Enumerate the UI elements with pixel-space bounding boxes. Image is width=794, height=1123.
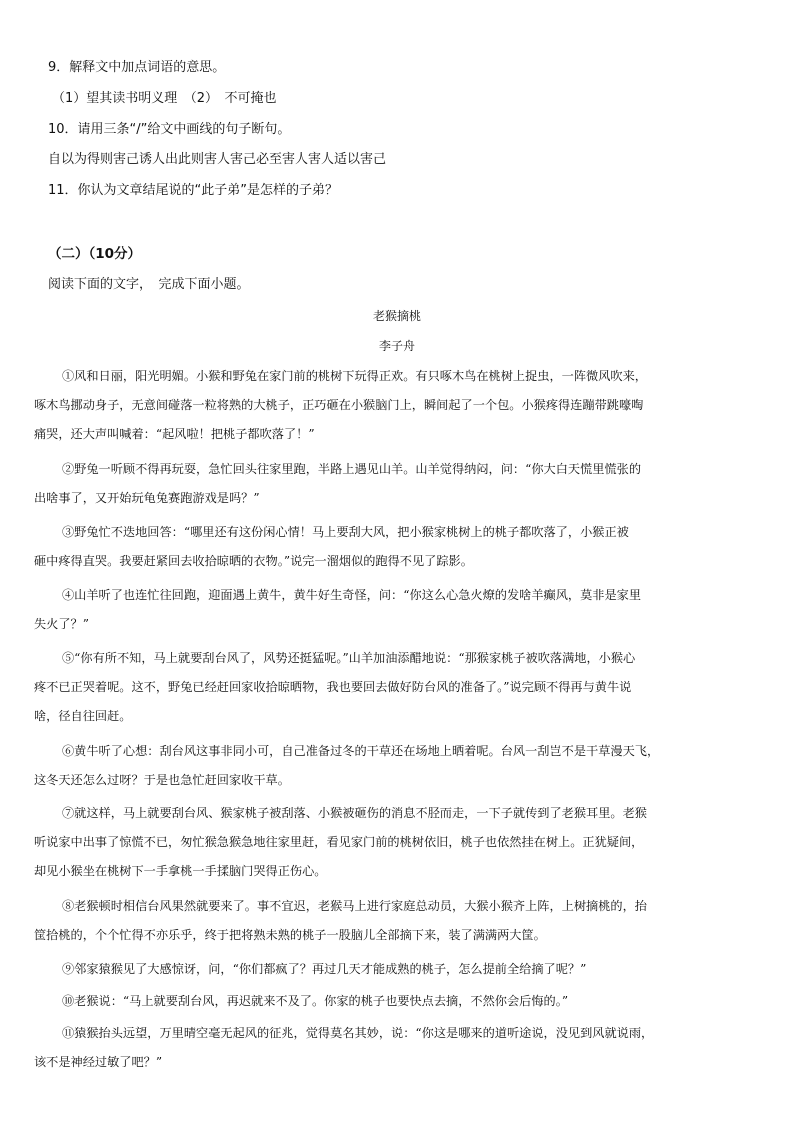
paragraph-line: 该不是神经过敏了吧？” — [34, 1055, 163, 1069]
question-10: 10．请用三条“/”给文中画线的句子断句。 — [48, 122, 291, 137]
question-10-sentence: 自以为得则害己诱人出此则害人害己必至害人害人适以害己 — [48, 152, 387, 167]
section-instruction: 阅读下面的文字， 完成下面小题。 — [48, 277, 250, 292]
paragraph-line: ③野兔忙不迭地回答：“哪里还有这份闲心情！马上要刮大风，把小猴家桃树上的桃子都吹落了，小猴正被 — [62, 525, 629, 539]
paragraph-5 — [34, 644, 750, 731]
paragraph-line: 这冬天还怎么过呀？于是也急忙赶回家收干草。 — [34, 773, 290, 787]
paragraph-6 — [34, 737, 750, 795]
paragraph-line: 啄木鸟挪动身子，无意间碰落一粒将熟的大桃子，正巧砸在小猴脑门上，瞬间起了一个包。小猴疼得连蹦带跳嚎啕 — [34, 398, 644, 412]
paragraph-line: 失火了？” — [34, 617, 89, 631]
paragraph-9 — [48, 955, 750, 984]
paragraph-line: 听说家中出事了惊慌不已，匆忙猴急猴急地往家里赶，看见家门前的桃树依旧，桃子也依然挂在树上。正犹疑间， — [34, 835, 644, 849]
paragraph-line: 疼不已正哭着呢。这不，野兔已经赶回家收拾晾晒物，我也要回去做好防台风的准备了。”说完顾不得再与黄牛说 — [34, 680, 632, 694]
question-11: 11．你认为文章结尾说的“此子弟”是怎样的子弟？ — [48, 183, 339, 198]
question-9-items: （1）望其读书明义理 （2） 不可掩也 — [52, 91, 277, 106]
paragraph-line: 筐拾桃的，个个忙得不亦乐乎，终于把将熟未熟的桃子一股脑儿全部摘下来，装了满满两大筐。 — [34, 928, 546, 942]
question-9: 9．解释文中加点词语的意思。 — [48, 60, 226, 75]
paragraph-4 — [34, 581, 750, 639]
paragraph-line: ⑧老猴顿时相信台风果然就要来了。事不宜迟，老猴马上进行家庭总动员，大猴小猴齐上阵，上树摘桃的，抬 — [62, 899, 647, 913]
section-heading: （二）（10分） — [48, 246, 142, 262]
paragraph-line: ⑦就这样，马上就要刮台风、猴家桃子被刮落、小猴被砸伤的消息不胫而走，一下子就传到了老猴耳里。老猴 — [62, 806, 647, 820]
paragraph-line: ①风和日丽，阳光明媚。小猴和野兔在家门前的桃树下玩得正欢。有只啄木鸟在桃树上捉虫，一阵微风吹来， — [62, 369, 647, 383]
article-author: 李子舟 — [378, 339, 415, 353]
paragraph-1 — [34, 362, 750, 449]
paragraph-11 — [34, 1019, 750, 1077]
paragraph-line: ⑩老猴说：“马上就要刮台风，再迟就来不及了。你家的桃子也要快点去摘，不然你会后悔的。” — [62, 994, 569, 1008]
paragraph-10 — [48, 987, 750, 1016]
paragraph-line: 痛哭，还大声叫喊着：“起风啦！把桃子都吹落了！” — [34, 427, 315, 441]
paragraph-line: ⑤“你有所不知，马上就要刮台风了，风势还挺猛呢。”山羊加油添醋地说：“那猴家桃子被吹落满地，小猴心 — [62, 651, 636, 665]
paragraph-line: 砸中疼得直哭。我要赶紧回去收拾晾晒的衣物。”说完一溜烟似的跑得不见了踪影。 — [34, 554, 473, 568]
paragraph-line: ⑨邻家猿猴见了大感惊讶，问，“你们都疯了？再过几天才能成熟的桃子，怎么提前全给摘了呢？” — [62, 962, 587, 976]
paragraph-line: 出啥事了，又开始玩龟兔赛跑游戏是吗？” — [34, 491, 260, 505]
article-title: 老猴摘桃 — [372, 309, 421, 323]
paragraph-line: ②野兔一听顾不得再玩耍，急忙回头往家里跑，半路上遇见山羊。山羊觉得纳闷，问：“你大白天慌里慌张的 — [62, 462, 642, 476]
paragraph-2 — [34, 455, 750, 513]
paragraph-line: ④山羊听了也连忙往回跑，迎面遇上黄牛，黄牛好生奇怪，问：“你这么心急火燎的发啥羊癫风，莫非是家里 — [62, 588, 642, 602]
paragraph-line: 啥，径自往回赶。 — [34, 709, 132, 723]
paragraph-line: ⑪猿猴抬头远望，万里晴空毫无起风的征兆，觉得莫名其妙，说：“你这是哪来的道听途说，没见到风就说雨， — [62, 1026, 654, 1040]
paragraph-3 — [34, 518, 750, 576]
paragraph-7 — [34, 799, 750, 886]
paragraph-line: 却见小猴坐在桃树下一手拿桃一手揉脑门哭得正伤心。 — [34, 864, 327, 878]
paragraph-line: ⑥黄牛听了心想：刮台风这事非同小可，自己准备过冬的干草还在场地上晒着呢。台风一刮岂不是干草漫天飞， — [62, 744, 660, 758]
paragraph-8 — [34, 892, 750, 950]
